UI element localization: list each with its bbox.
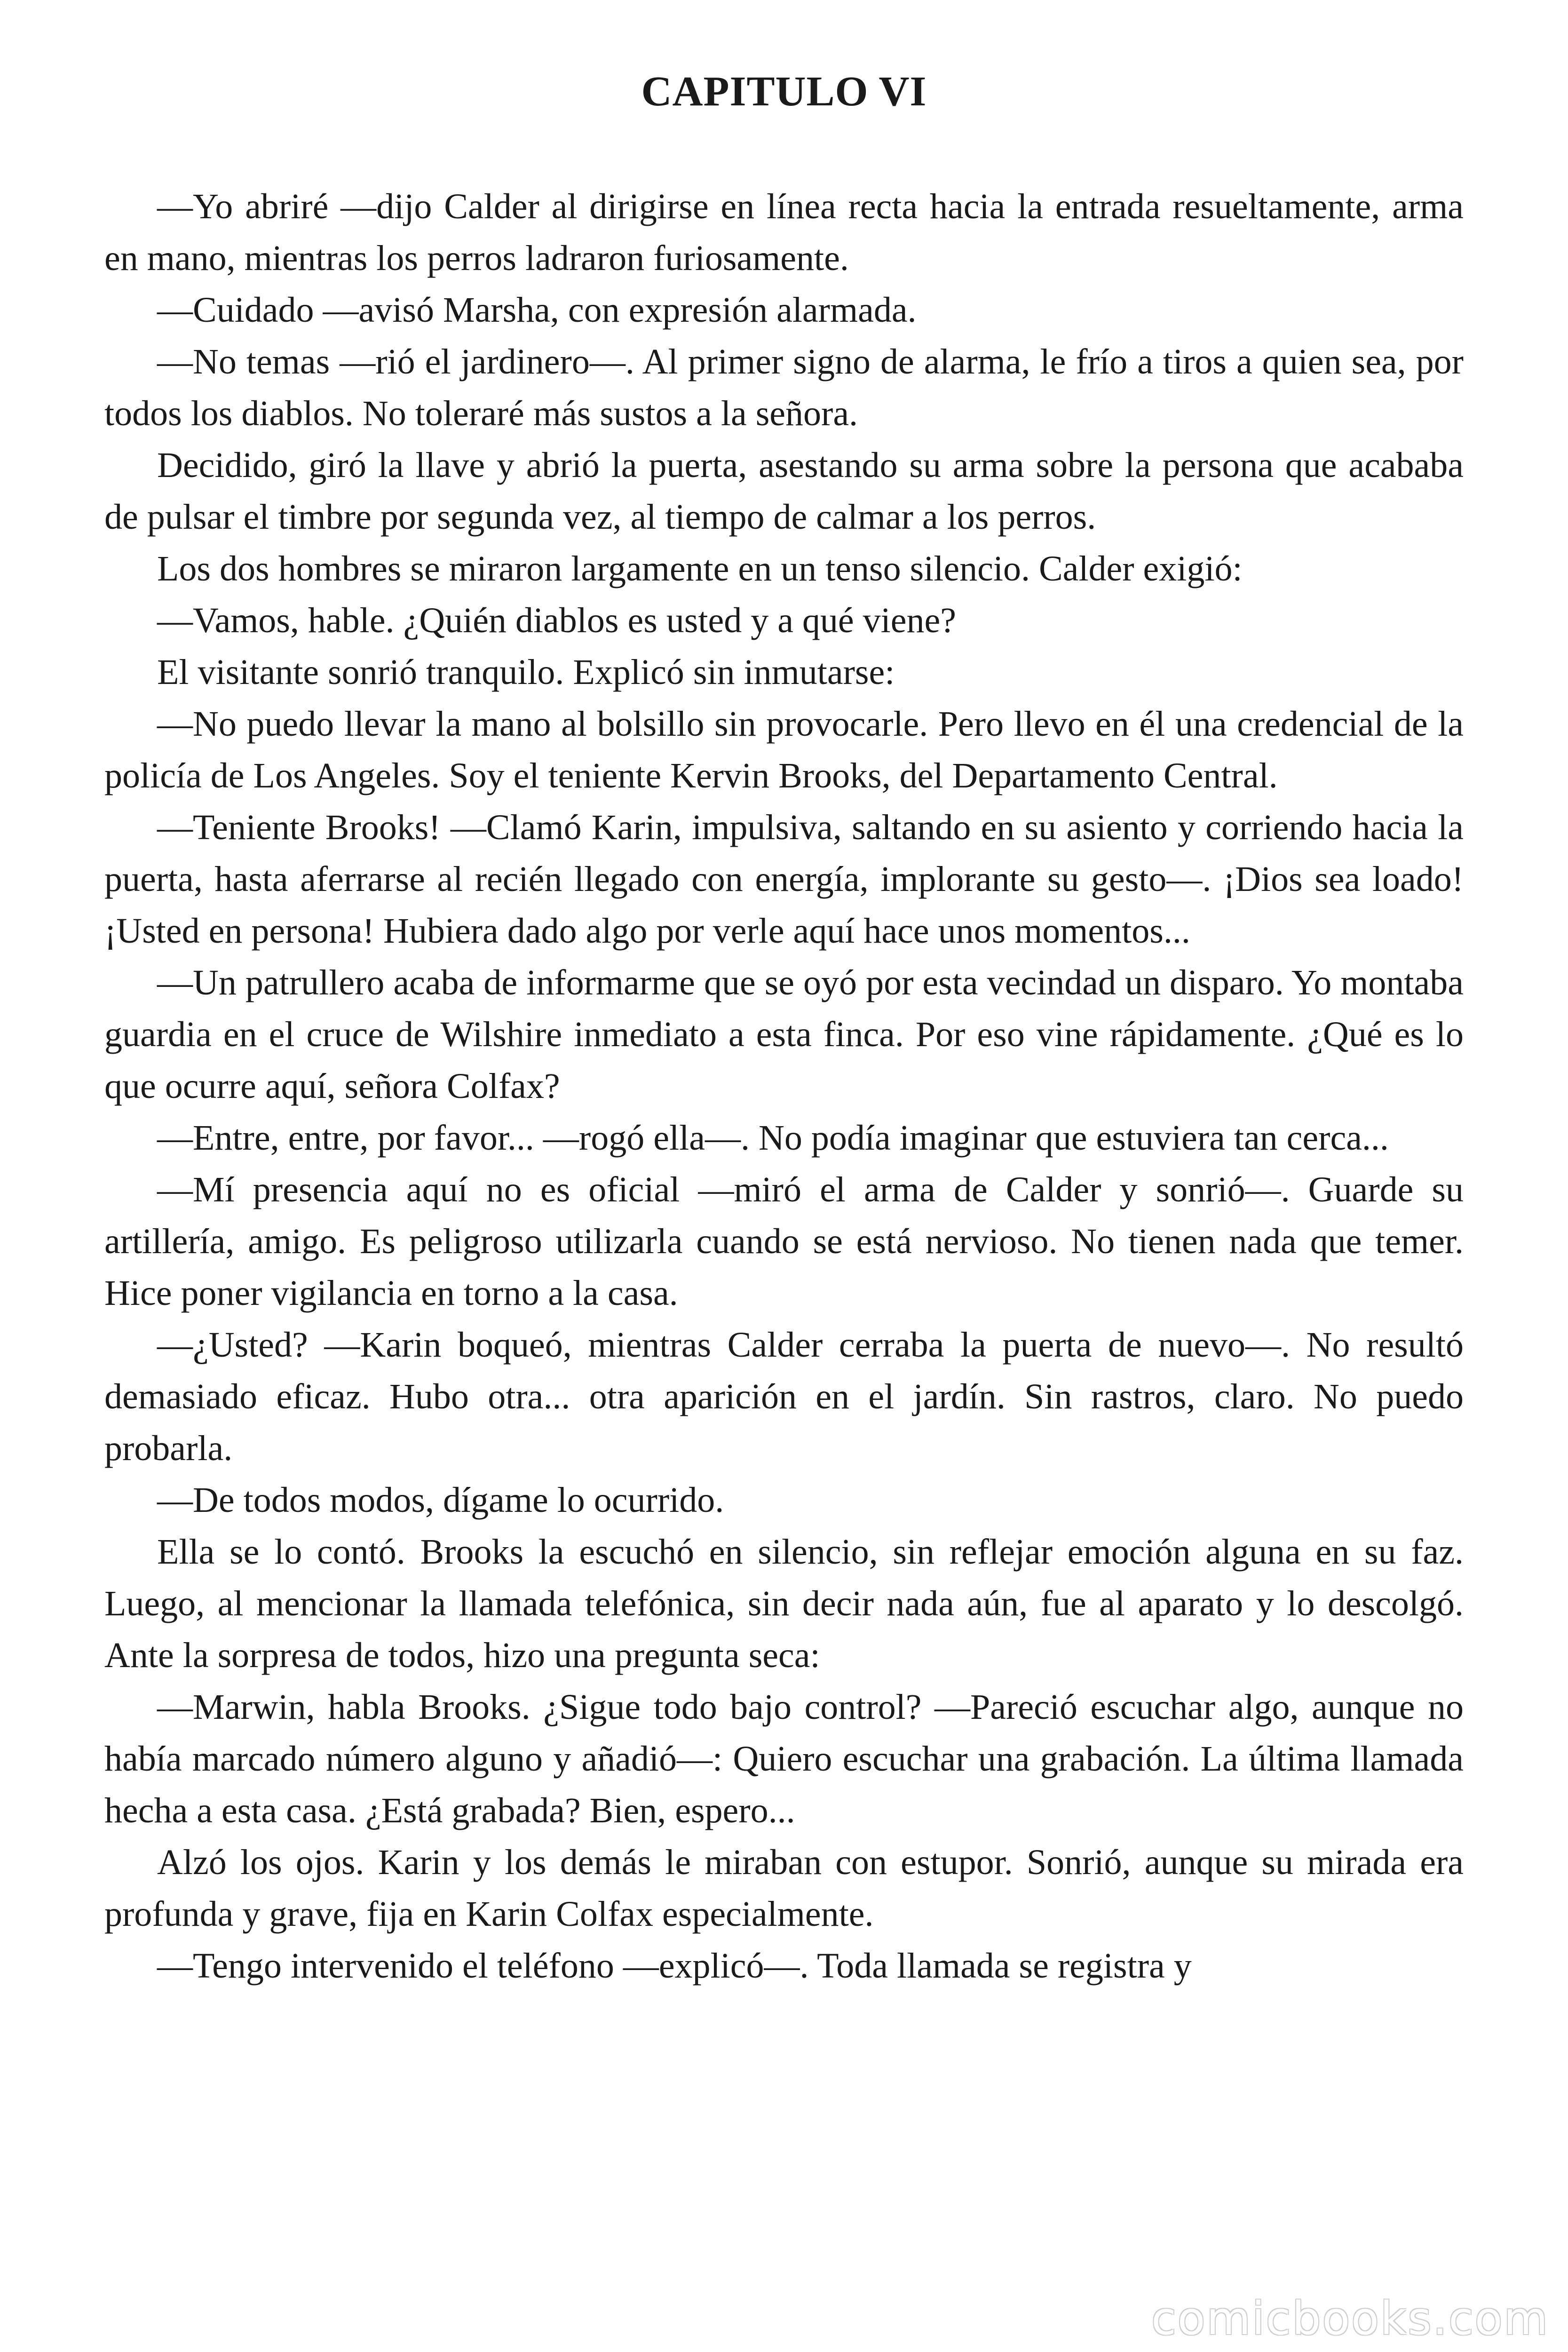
paragraph: Ella se lo contó. Brooks la escuchó en silencio, sin reflejar emoción alguna en su faz. Luego, al mencionar la llamada telefónica, sin decir nada aún, fue al aparato y lo descolgó. Ante la sorpresa de todos, hizo una pregunta seca: xyxy=(104,1532,1464,1675)
paragraph: —Yo abriré —dijo Calder al dirigirse en línea recta hacia la entrada resueltamente, arma en mano, mientras los perros ladraron furiosamente. xyxy=(104,187,1464,278)
paragraph: —Marwin, habla Brooks. ¿Sigue todo bajo control? —Pareció escuchar algo, aunque no había marcado número alguno y añadió—: Quiero escuchar una grabación. La última llamada hecha a esta casa. ¿Está grabada? Bien, espero... xyxy=(104,1687,1464,1830)
paragraph: —Teniente Brooks! —Clamó Karin, impulsiva, saltando en su asiento y corriendo hacia la puerta, hasta aferrarse al recién llegado con energía, implorante su gesto—. ¡Dios sea loado! ¡Usted en persona! Hubiera dado algo por verle aquí hace unos momentos... xyxy=(104,808,1464,951)
paragraph: —Mí presencia aquí no es oficial —miró el arma de Calder y sonrió—. Guarde su artillería, amigo. Es peligroso utilizarla cuando se está nervioso. No tienen nada que temer. Hice poner vigilancia en torno a la casa. xyxy=(104,1170,1464,1313)
paragraph: Los dos hombres se miraron largamente en un tenso silencio. Calder exigió: xyxy=(157,549,1243,588)
paragraph: —Vamos, hable. ¿Quién diablos es usted y a qué viene? xyxy=(157,601,956,640)
paragraph: —Un patrullero acaba de informarme que se oyó por esta vecindad un disparo. Yo montaba guardia en el cruce de Wilshire inmediato a esta finca. Por eso vine rápidamente. ¿Qué es lo que ocurre aquí, señora Colfax? xyxy=(104,963,1464,1106)
watermark-logo: comicbooks.com xyxy=(1151,2292,1549,2345)
paragraph: —De todos modos, dígame lo ocurrido. xyxy=(157,1480,724,1520)
paragraph: —¿Usted? —Karin boqueó, mientras Calder cerraba la puerta de nuevo—. No resultó demasiado eficaz. Hubo otra... otra aparición en el jardín. Sin rastros, claro. No puedo probarla. xyxy=(104,1325,1464,1468)
paragraph: El visitante sonrió tranquilo. Explicó sin inmutarse: xyxy=(157,652,895,692)
chapter-title: CAPITULO VI xyxy=(641,68,927,115)
paragraph: —Tengo intervenido el teléfono —explicó—. Toda llamada se registra y xyxy=(157,1946,1192,1986)
paragraph: —Cuidado —avisó Marsha, con expresión alarmada. xyxy=(157,290,917,330)
paragraph: —No puedo llevar la mano al bolsillo sin provocarle. Pero llevo en él una credencial de la policía de Los Angeles. Soy el teniente Kervin Brooks, del Departamento Central. xyxy=(104,704,1464,795)
chapter-body xyxy=(104,181,1464,1992)
paragraph: Decidido, giró la llave y abrió la puerta, asestando su arma sobre la persona que acababa de pulsar el timbre por segunda vez, al tiempo de calmar a los perros. xyxy=(104,445,1464,537)
paragraph: Alzó los ojos. Karin y los demás le miraban con estupor. Sonrió, aunque su mirada era profunda y grave, fija en Karin Colfax especialmente. xyxy=(104,1843,1464,1934)
paragraph: —No temas —rió el jardinero—. Al primer signo de alarma, le frío a tiros a quien sea, por todos los diablos. No toleraré más sustos a la señora. xyxy=(104,342,1464,433)
paragraph: —Entre, entre, por favor... —rogó ella—. No podía imaginar que estuviera tan cerca... xyxy=(157,1118,1389,1158)
